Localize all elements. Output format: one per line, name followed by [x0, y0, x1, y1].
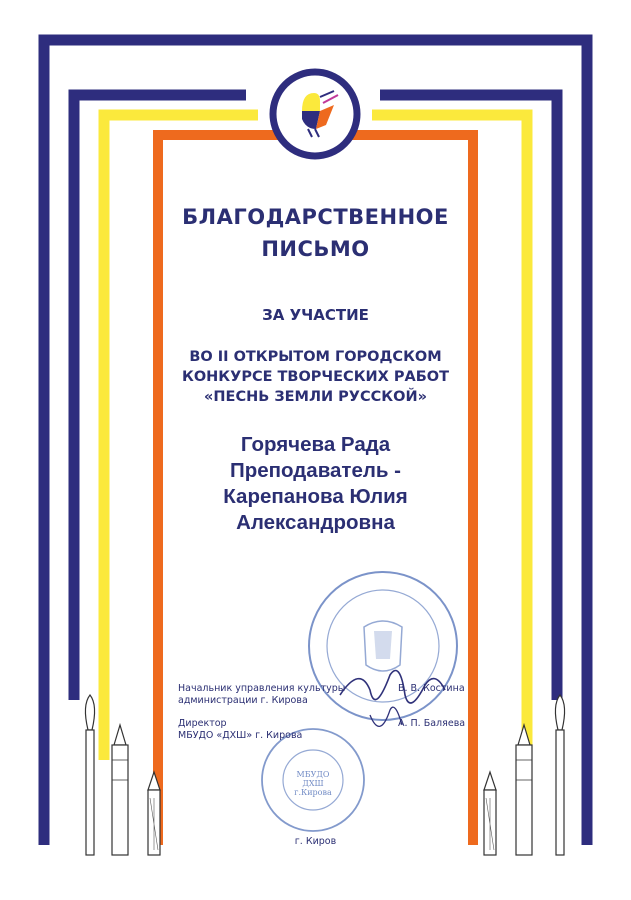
brushes-left-illustration	[70, 690, 180, 860]
first-signer-title-line2: администрации г. Кирова	[178, 695, 308, 706]
certificate-title-line2: ПИСЬМО	[261, 237, 370, 261]
recipient-line-3: Карепанова Юлия	[223, 485, 408, 508]
reason-line-1: ВО II ОТКРЫТОМ ГОРОДСКОМ	[189, 349, 442, 365]
recipient-line-1: Горячева Рада	[240, 433, 391, 456]
reason-label: ЗА УЧАСТИЕ	[262, 306, 369, 324]
brushes-right-illustration	[466, 690, 576, 860]
second-signer-name: А. П. Баляева	[398, 718, 466, 729]
reason-line-2: КОНКУРСЕ ТВОРЧЕСКИХ РАБОТ	[181, 369, 450, 385]
recipient-name	[0, 432, 631, 536]
recipient-line-4: Александровна	[236, 511, 395, 534]
second-signer-title	[178, 718, 302, 742]
first-signer-name: В. В. Костина	[398, 683, 465, 694]
recipient-line-2: Преподаватель -	[229, 459, 402, 482]
second-signer-title-line2: МБУДО «ДХШ» г. Кирова	[178, 730, 303, 741]
first-signer-title-line1: Начальник управления культуры	[178, 683, 346, 694]
first-signer-title	[178, 683, 345, 707]
certificate-title-line1: БЛАГОДАРСТВЕННОЕ	[182, 205, 449, 229]
reason-line-3: «ПЕСНЬ ЗЕМЛИ РУССКОЙ»	[204, 389, 427, 405]
school-logo	[268, 67, 362, 161]
city-label: г. Киров	[294, 836, 337, 847]
signature-scribble	[330, 655, 460, 745]
second-signer-title-line1: Директор	[178, 718, 227, 729]
reason-text	[0, 347, 631, 407]
school-stamp-text: МБУДО ДХШ г.Кирова	[294, 770, 332, 797]
